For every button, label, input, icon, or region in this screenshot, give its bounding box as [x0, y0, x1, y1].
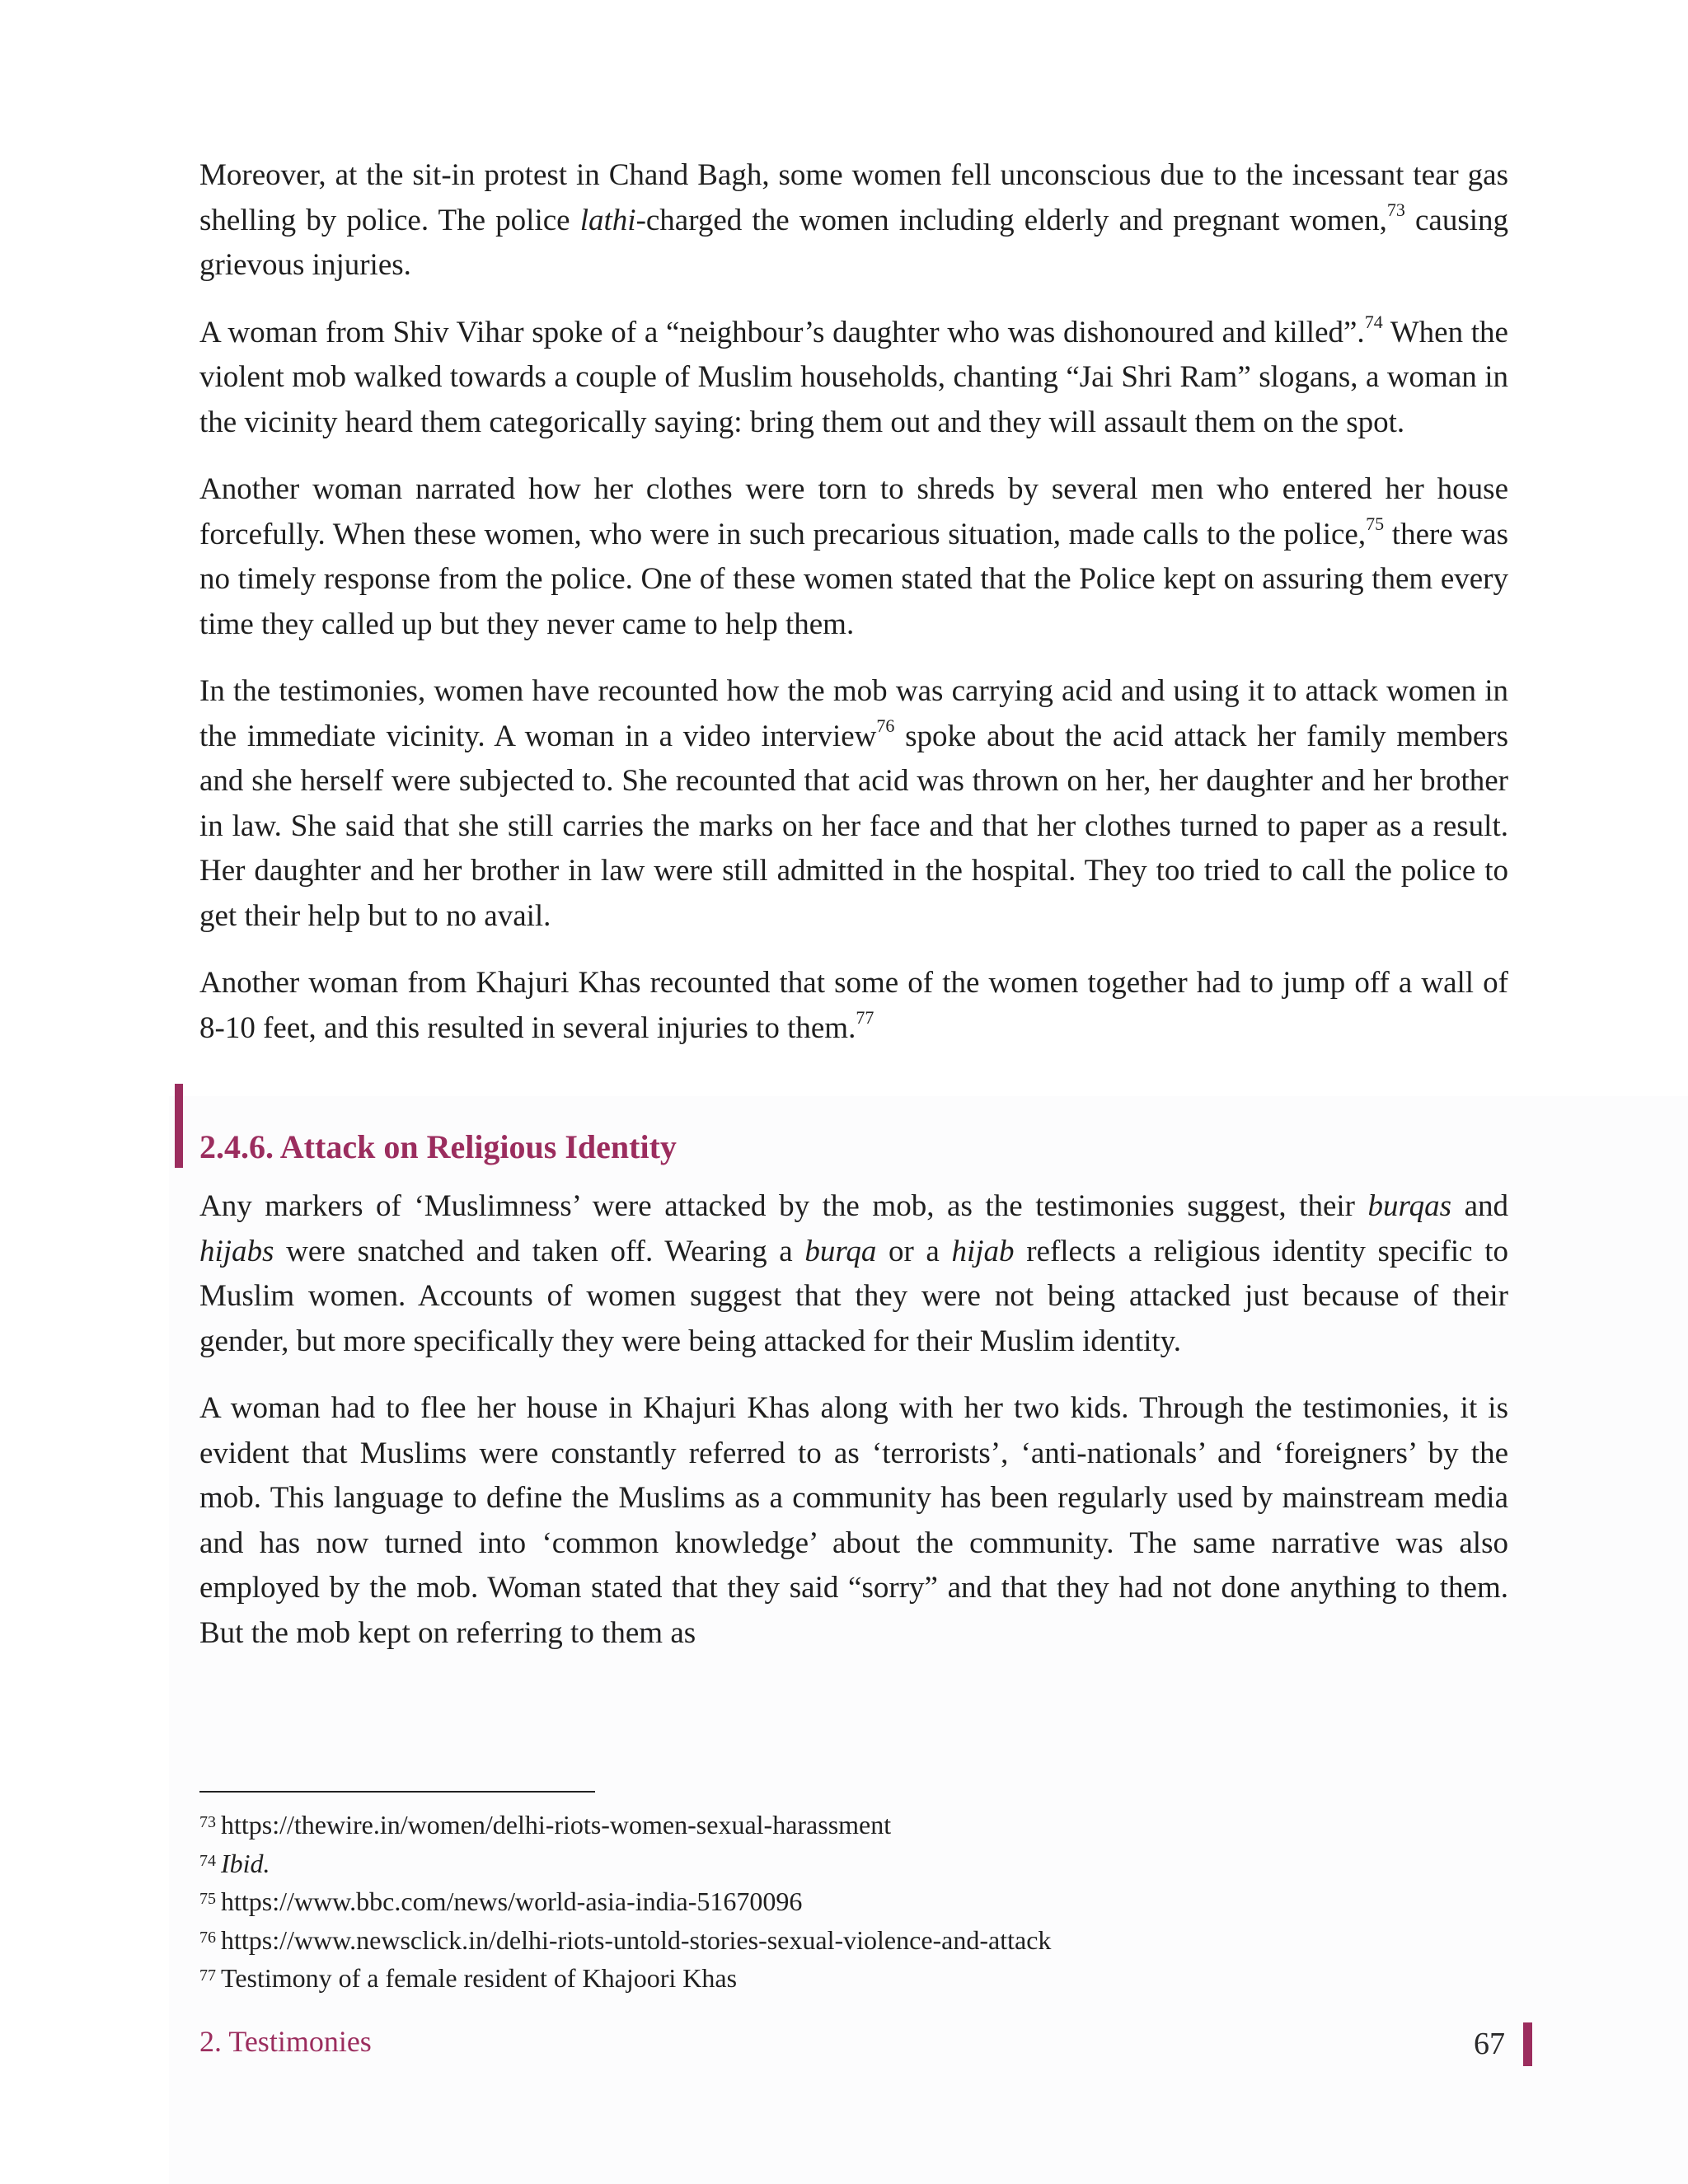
paragraph-7 [199, 1386, 1508, 1656]
footnote-number: 73 [199, 1813, 216, 1831]
italic-term: hijab [951, 1234, 1015, 1268]
text-run: A woman from Shiv Vihar spoke of a “neighbour’s daughter who was dishonoured and killed”. [199, 315, 1365, 349]
footnote-ref[interactable]: 74 [1364, 311, 1383, 332]
footnote-number: 76 [199, 1928, 216, 1947]
heading-accent-bar [175, 1084, 183, 1168]
paragraph-6 [199, 1184, 1508, 1364]
section-heading: 2.4.6. Attack on Religious Identity [199, 1128, 677, 1166]
text-run: and [1451, 1189, 1508, 1223]
footnote-ref[interactable]: 77 [856, 1006, 874, 1028]
footnote-text: Testimony of a female resident of Khajoori Khas [221, 1963, 738, 1993]
text-run: there was no timely response from the police. One of these women stated that the Police kept on assuring them every time they called up but they never came to help them. [199, 517, 1508, 641]
text-run: -charged the women including elderly and pregnant women, [635, 203, 1387, 237]
section-heading-block [199, 1084, 1508, 1166]
text-run: Another woman from Khajuri Khas recounted that some of the women together had to jump off a wall of 8-10 feet, and this resulted in several injuries to them. [199, 966, 1508, 1045]
italic-term: burqas [1367, 1189, 1451, 1223]
footnote-75 [199, 1882, 1508, 1920]
page-number-accent-bar [1523, 2022, 1532, 2066]
text-run: Moreover, at the sit-in protest in Chand Bagh, some women fell unconscious due to the incessant tear gas shelling by police. The police [199, 158, 1508, 237]
italic-term: burqa [804, 1234, 877, 1268]
text-run: Any markers of ‘Muslimness’ were attacked by the mob, as the testimonies suggest, their [199, 1189, 1368, 1223]
footer-section-title: 2. Testimonies [199, 2025, 372, 2058]
footnote-ref[interactable]: 73 [1386, 199, 1405, 220]
footnote-link[interactable]: https://www.bbc.com/news/world-asia-india-51670096 [221, 1886, 803, 1916]
paragraph-2 [199, 311, 1508, 446]
footnote-77 [199, 1958, 1508, 1997]
text-run: causing grievous injuries. [199, 203, 1508, 282]
footnote-74 [199, 1844, 1508, 1882]
footnote-76 [199, 1920, 1508, 1959]
paragraph-3 [199, 467, 1508, 647]
italic-term: lathi [579, 203, 636, 237]
footnote-link[interactable]: https://www.newsclick.in/delhi-riots-untold-stories-sexual-violence-and-attack [221, 1924, 1052, 1955]
text-run: or a [876, 1234, 952, 1268]
italic-term: hijabs [199, 1234, 274, 1268]
footnote-ref[interactable]: 75 [1366, 513, 1385, 534]
footnote-text: Ibid. [221, 1848, 270, 1878]
footnotes [199, 1805, 1508, 1997]
text-run: A woman had to flee her house in Khajuri Khas along with her two kids. Through the testimonies, it is evident that Muslims were constantly referred to as ‘terrorists’, ‘anti-nationals’ and ‘foreigners’ by the mob. This language to define the Muslims as a community has been regularly used by mainstream media and has now turned into ‘common knowledge’ about the community. The same narrative was also employed by the mob. Woman stated that they said “sorry” and that they had not done anything to them. But the mob kept on referring to them as [199, 1391, 1508, 1650]
footnote-73 [199, 1805, 1508, 1844]
paragraph-5 [199, 961, 1508, 1051]
text-run: were snatched and taken off. Wearing a [274, 1234, 805, 1268]
footnote-number: 77 [199, 1966, 216, 1985]
footnote-number: 75 [199, 1890, 216, 1908]
text-run: reflects a religious identity specific to Muslim women. Accounts of women suggest that they were not being attacked just because of their gender, but more specifically they were being attacked for their Muslim identity. [199, 1234, 1509, 1358]
page-number: 67 [1474, 2027, 1505, 2061]
footnote-number: 74 [199, 1851, 216, 1870]
paragraph-1 [199, 153, 1508, 288]
text-run: When the violent mob walked towards a couple of Muslim households, chanting “Jai Shri Ram” slogans, a woman in the vicinity heard them categorically saying: bring them out and they will assault them on the spot. [199, 315, 1508, 439]
text-run: Another woman narrated how her clothes were torn to shreds by several men who entered her house forcefully. When these women, who were in such precarious situation, made calls to the police, [199, 472, 1508, 551]
footnote-divider [199, 1791, 595, 1793]
text-run: spoke about the acid attack her family members and she herself were subjected to. She recounted that acid was thrown on her, her daughter and her brother in law. She said that she still carries the marks on her face and that her clothes turned to paper as a result. Her daughter and her brother in law were still admitted in the hospital. They too tried to call the police to get their help but to no avail. [199, 719, 1508, 933]
text-run: In the testimonies, women have recounted how the mob was carrying acid and using it to attack women in the immediate vicinity. A woman in a video interview [199, 674, 1508, 753]
paragraph-4 [199, 669, 1508, 939]
footnote-ref[interactable]: 76 [876, 715, 895, 736]
body-text [199, 153, 1508, 1678]
footnote-link[interactable]: https://thewire.in/women/delhi-riots-women-sexual-harassment [221, 1810, 892, 1840]
